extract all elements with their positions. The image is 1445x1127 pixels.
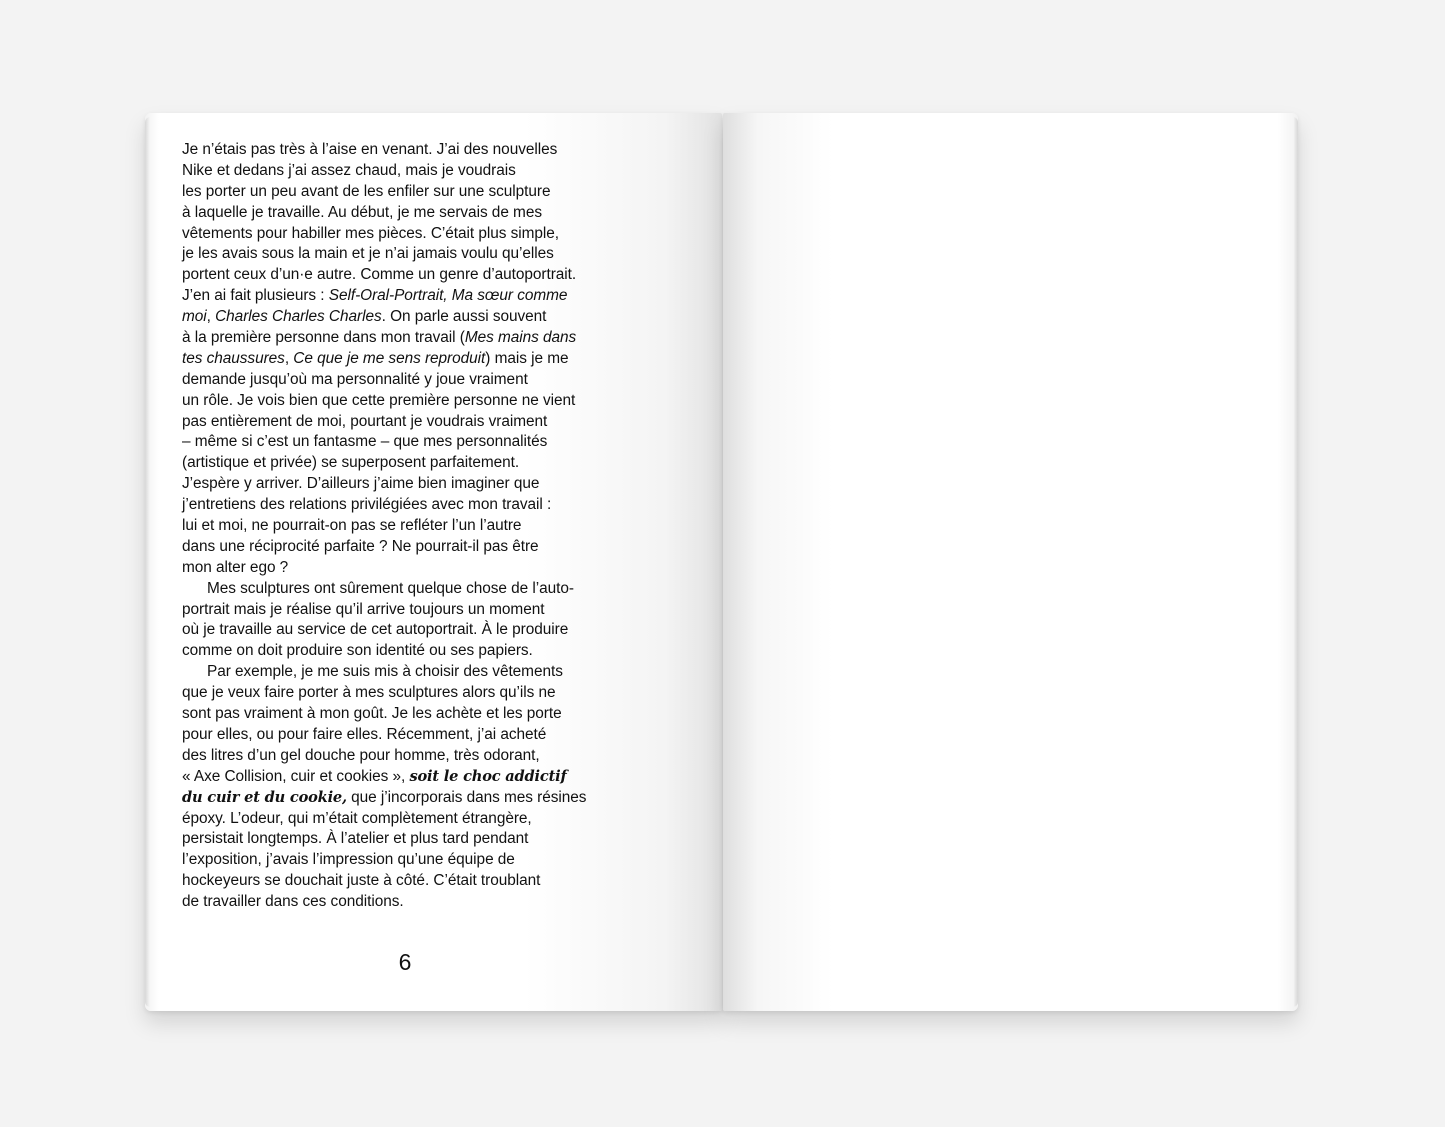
text-line: de travailler dans ces conditions. bbox=[182, 893, 404, 911]
text-line: (artistique et privée) se superposent parfaitement. bbox=[182, 454, 520, 472]
text-line: mon alter ego ? bbox=[182, 558, 289, 576]
text-line-indented: Par exemple, je me suis mis à choisir des vêtements bbox=[207, 663, 563, 681]
text-line-indented: Mes sculptures ont sûrement quelque chose de l’auto- bbox=[207, 579, 574, 597]
text-run: ) mais je me bbox=[485, 349, 569, 367]
text-line: portent ceux d’un·e autre. Comme un genre d’autoportrait. bbox=[182, 266, 577, 284]
left-page-edge bbox=[145, 117, 150, 1007]
text-run: à la première personne dans mon travail ( bbox=[182, 329, 465, 347]
artwork-title: Mes mains dans bbox=[464, 329, 577, 347]
text-line: pour elles, ou pour faire elles. Récemment, j’ai acheté bbox=[182, 725, 547, 743]
text-line: vêtements pour habiller mes pièces. C’était plus simple, bbox=[182, 224, 560, 242]
body-text bbox=[182, 140, 637, 913]
text-line: des litres d’un gel douche pour homme, très odorant, bbox=[182, 746, 540, 764]
artwork-title: tes chaussures bbox=[182, 349, 285, 367]
text-line: Je n’étais pas très à l’aise en venant. J’ai des nouvelles bbox=[182, 141, 558, 158]
right-page bbox=[723, 113, 1298, 1011]
text-line: l’exposition, j’avais l’impression qu’une équipe de bbox=[182, 851, 515, 869]
text-run: , bbox=[206, 308, 216, 326]
text-run: que j’incorporais dans mes résines bbox=[346, 788, 587, 806]
text-line: un rôle. Je vois bien que cette première personne ne vient bbox=[182, 391, 576, 409]
text-line: époxy. L’odeur, qui m’était complètement étrangère, bbox=[182, 809, 532, 827]
text-line: demande jusqu’où ma personnalité y joue vraiment bbox=[182, 370, 528, 388]
text-line: à laquelle je travaille. Au début, je me servais de mes bbox=[182, 203, 542, 221]
text-run: , bbox=[284, 349, 294, 367]
right-page-edge bbox=[1293, 117, 1298, 1007]
artwork-titles: Self-Oral-Portrait, Ma sœur comme bbox=[328, 287, 568, 305]
text-line bbox=[182, 788, 637, 809]
text-line: portrait mais je réalise qu’il arrive toujours un moment bbox=[182, 600, 545, 618]
artwork-title: moi bbox=[182, 308, 207, 326]
text-line: que je veux faire porter à mes sculptures alors qu’ils ne bbox=[182, 684, 556, 702]
artwork-title: Ce que je me sens reproduit bbox=[293, 349, 486, 367]
book-spread bbox=[145, 113, 1298, 1011]
quoted-slogan: soit le choc addictif bbox=[409, 767, 567, 785]
text-line: lui et moi, ne pourrait-on pas se refléter l’un l’autre bbox=[182, 517, 522, 535]
text-line: sont pas vraiment à mon goût. Je les achète et les porte bbox=[182, 705, 562, 723]
quoted-slogan: du cuir et du cookie, bbox=[182, 788, 347, 806]
left-page bbox=[145, 113, 722, 1011]
text-line: persistait longtemps. À l’atelier et plus tard pendant bbox=[182, 830, 529, 848]
text-run: « Axe Collision, cuir et cookies », bbox=[182, 767, 410, 785]
text-line bbox=[182, 286, 637, 307]
text-run: J’en ai fait plusieurs : bbox=[182, 287, 329, 305]
text-line: dans une réciprocité parfaite ? Ne pourrait-il pas être bbox=[182, 537, 539, 555]
text-run: . On parle aussi souvent bbox=[381, 308, 547, 326]
text-line: je les avais sous la main et je n’ai jamais voulu qu’elles bbox=[182, 245, 554, 263]
text-line: hockeyeurs se douchait juste à côté. C’était troublant bbox=[182, 872, 541, 890]
text-line: Nike et dedans j’ai assez chaud, mais je voudrais bbox=[182, 161, 516, 179]
artwork-title: Charles Charles Charles bbox=[215, 308, 382, 326]
page-number: 6 bbox=[398, 949, 412, 975]
text-line bbox=[182, 307, 637, 328]
text-line: – même si c’est un fantasme – que mes personnalités bbox=[182, 433, 548, 451]
text-line: j’entretiens des relations privilégiées avec mon travail : bbox=[182, 496, 552, 514]
text-line bbox=[182, 328, 637, 349]
text-line: pas entièrement de moi, pourtant je voudrais vraiment bbox=[182, 412, 548, 430]
text-line bbox=[182, 349, 637, 370]
text-line: comme on doit produire son identité ou ses papiers. bbox=[182, 642, 533, 660]
text-line: où je travaille au service de cet autoportrait. À le produire bbox=[182, 621, 569, 639]
text-line: J’espère y arriver. D’ailleurs j’aime bien imaginer que bbox=[182, 475, 540, 493]
text-line bbox=[182, 767, 637, 788]
text-line: les porter un peu avant de les enfiler sur une sculpture bbox=[182, 182, 551, 200]
